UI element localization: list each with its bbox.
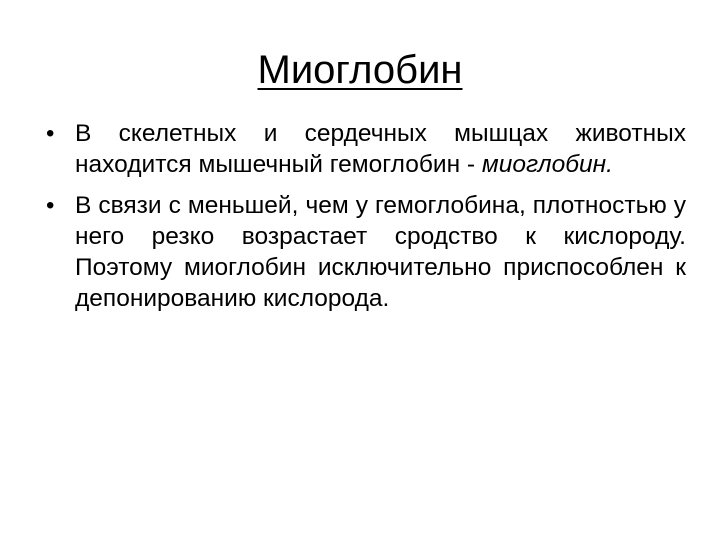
slide-title: Миоглобин [257,48,463,92]
bullet-item-2 [44,190,686,314]
bullet-list [44,118,686,324]
bullet-marker: • [46,120,55,147]
bullet-marker: • [46,192,55,219]
bullet-text: В связи с меньшей, чем у гемоглобина, плотностью у него резко возрастает сродство к кислороду. Поэтому миоглобин исключительно приспособлен к депонированию кислорода. [75,192,686,312]
bullet-text: В скелетных и сердечных мышцах животных находится мышечный гемоглобин - [75,120,686,178]
bullet-emphasis: миоглобин. [481,151,613,178]
bullet-item-1 [44,118,686,180]
